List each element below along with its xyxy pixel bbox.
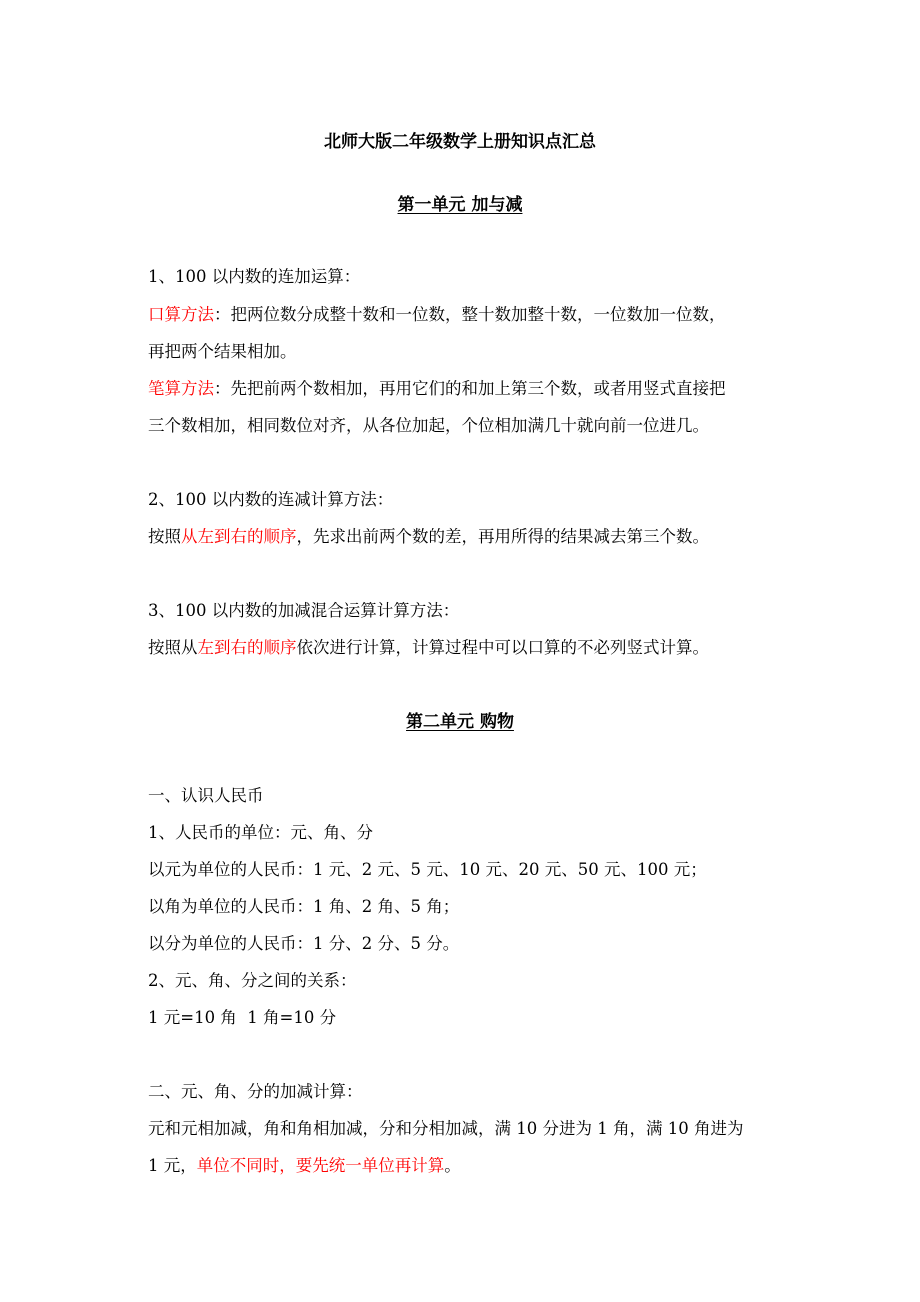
section2-text2-suffix: 。 bbox=[444, 1156, 461, 1175]
unit1-item1-oral-cont: 再把两个结果相加。 bbox=[148, 342, 297, 361]
unit2-heading-text: 第二单元 购物 bbox=[406, 712, 514, 732]
unit2-section1-title: 一、认识人民币 bbox=[148, 786, 264, 805]
written-method-text: ：先把前两个数相加，再用它们的和加上第三个数，或者用竖式直接把 bbox=[214, 379, 726, 398]
unit1-item2-text bbox=[148, 526, 709, 548]
unit2-section1-sub2: 2、元、角、分之间的关系： bbox=[148, 971, 357, 990]
document-title: 北师大版二年级数学上册知识点汇总 bbox=[324, 132, 596, 152]
unit1-item1-oral bbox=[148, 304, 726, 326]
item2-prefix: 按照 bbox=[148, 527, 181, 546]
unit1-heading bbox=[0, 194, 920, 216]
item3-suffix: 依次进行计算，计算过程中可以口算的不必列竖式计算。 bbox=[296, 638, 709, 657]
item2-highlight: 从左到右的顺序 bbox=[181, 527, 297, 546]
unit2-section2-text1: 元和元相加减，角和角相加减，分和分相加减，满 10 分进为 1 角，满 10 角进为 bbox=[148, 1119, 744, 1138]
section2-text2-prefix: 1 元， bbox=[148, 1156, 197, 1175]
item2-suffix: ，先求出前两个数的差，再用所得的结果减去第三个数。 bbox=[296, 527, 709, 546]
section2-highlight: 单位不同时，要先统一单位再计算 bbox=[196, 1156, 445, 1175]
written-method-label: 笔算方法 bbox=[148, 379, 214, 398]
item3-highlight: 左到右的顺序 bbox=[197, 638, 297, 657]
unit2-section1-sub1: 1、人民币的单位：元、角、分 bbox=[148, 823, 373, 842]
unit2-section2-text2 bbox=[148, 1155, 461, 1177]
unit1-item1-written bbox=[148, 378, 726, 400]
unit2-relation: 1 元=10 角 1 角=10 分 bbox=[148, 1008, 337, 1027]
unit2-fen-list: 以分为单位的人民币：1 分、2 分、5 分。 bbox=[148, 934, 460, 953]
unit1-item3-title: 3、100 以内数的加减混合运算计算方法： bbox=[148, 601, 460, 620]
unit1-heading-text: 第一单元 加与减 bbox=[397, 195, 523, 215]
unit1-item1-written-cont: 三个数相加，相同数位对齐，从各位加起，个位相加满几十就向前一位进几。 bbox=[148, 416, 709, 435]
unit2-section2-title: 二、元、角、分的加减计算： bbox=[148, 1082, 363, 1101]
unit2-jiao-list: 以角为单位的人民币：1 角、2 角、5 角； bbox=[148, 897, 460, 916]
unit2-yuan-list: 以元为单位的人民币：1 元、2 元、5 元、10 元、20 元、50 元、100 元； bbox=[148, 860, 707, 879]
item3-prefix: 按照从 bbox=[148, 638, 198, 657]
unit2-heading bbox=[0, 711, 920, 733]
oral-method-text: ：把两位数分成整十数和一位数，整十数加整十数，一位数加一位数， bbox=[214, 305, 726, 324]
unit1-item1-title: 1、100 以内数的连加运算： bbox=[148, 267, 361, 286]
unit1-item2-title: 2、100 以内数的连减计算方法： bbox=[148, 490, 394, 509]
unit1-item3-text bbox=[148, 637, 709, 659]
oral-method-label: 口算方法 bbox=[148, 305, 214, 324]
